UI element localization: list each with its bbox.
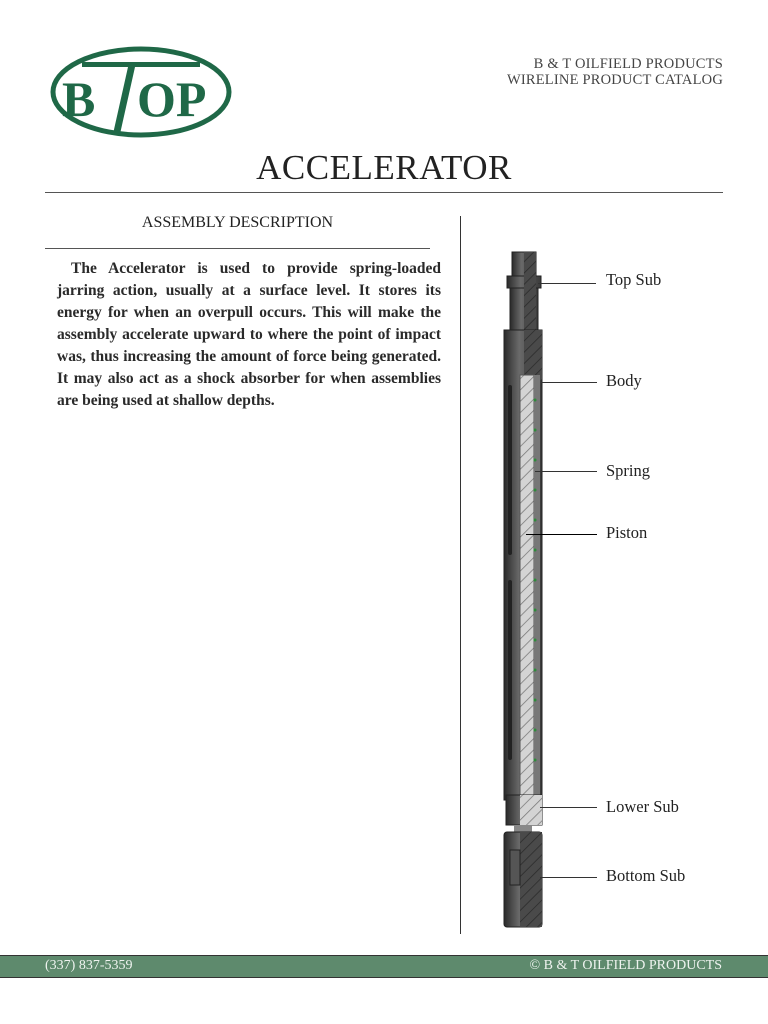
footer-phone: (337) 837-5359	[45, 958, 133, 973]
callout-line-bottom-sub	[540, 877, 597, 878]
svg-text:OP: OP	[137, 71, 207, 127]
logo-icon	[50, 46, 232, 138]
catalog-name: WIRELINE PRODUCT CATALOG	[506, 72, 723, 88]
callout-spring: Spring	[606, 461, 651, 480]
btop-logo	[50, 46, 232, 138]
callout-line-top-sub	[538, 283, 596, 284]
header-info	[507, 56, 723, 88]
svg-text:B: B	[62, 71, 96, 127]
accelerator-tool-icon	[490, 250, 550, 930]
footer-copyright: © B & T OILFIELD PRODUCTS	[529, 958, 722, 973]
title-divider	[45, 192, 723, 193]
callout-bottom-sub: Bottom Sub	[606, 866, 686, 885]
callout-line-spring	[535, 471, 597, 472]
callout-line-lower-sub	[540, 807, 597, 808]
callout-line-piston	[526, 534, 597, 535]
column-divider	[460, 216, 461, 934]
callout-line-body	[541, 382, 597, 383]
company-name: B & T OILFIELD PRODUCTS	[533, 56, 723, 72]
accelerator-diagram	[490, 250, 550, 930]
callout-top-sub: Top Sub	[606, 270, 662, 289]
section-divider	[45, 248, 430, 249]
footer-bar	[0, 955, 768, 978]
callout-piston: Piston	[606, 523, 648, 542]
page-title: ACCELERATOR	[256, 148, 512, 187]
assembly-description: The Accelerator is used to provide spring-loaded jarring action, usually at a surface level. It stores its energy for when an overpull occurs. This will make the assembly accelerate upward to where the point of impact was, thus increasing the amount of force being generated. It may also act as a shock absorber for when assemblies are being used at shallow depths.	[57, 260, 441, 409]
callout-lower-sub: Lower Sub	[606, 797, 679, 816]
callout-body: Body	[606, 371, 642, 390]
section-title: ASSEMBLY DESCRIPTION	[141, 214, 334, 231]
